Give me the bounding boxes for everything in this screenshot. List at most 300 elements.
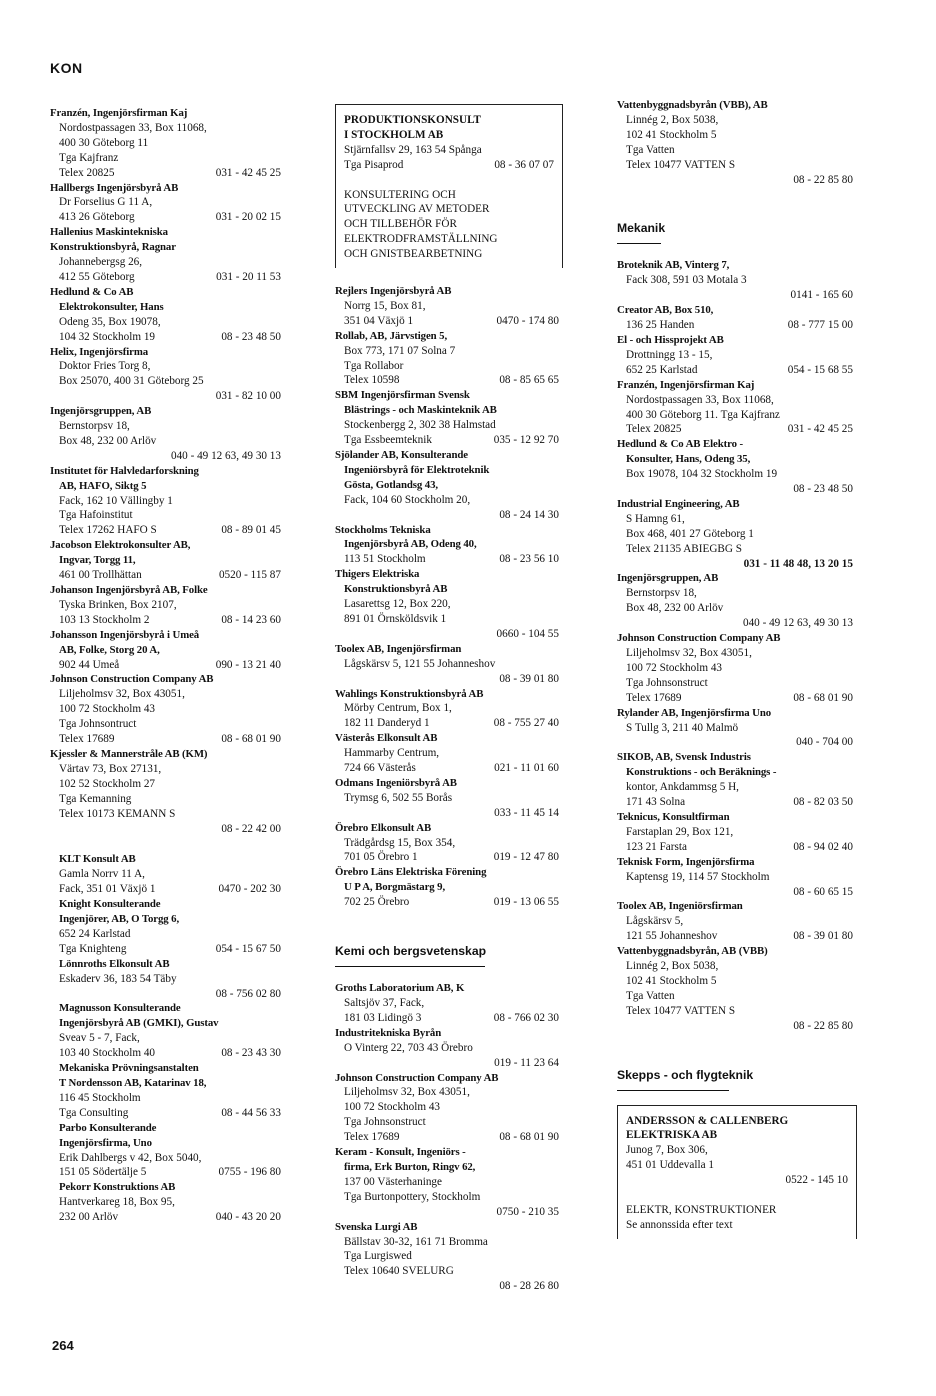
listing-entry — [617, 944, 857, 1033]
listing-phone: 08 - 60 65 15 — [793, 885, 853, 898]
listing-entry — [617, 497, 857, 572]
listing-line: Tyska Brinken, Box 2107, — [59, 598, 177, 611]
listing-city: 701 05 Örebro 1 — [344, 851, 418, 864]
listing-telex: Telex 21135 ABIEGBG S — [626, 542, 742, 555]
listing-line: 137 00 Västerhaninge — [344, 1175, 442, 1188]
listing-phone: 08 - 756 02 80 — [215, 987, 281, 1000]
listing-telex: Telex 17689 — [344, 1131, 400, 1144]
listing-line: 891 01 Örnsköldsvik 1 — [344, 612, 447, 625]
listing-entry — [50, 1180, 285, 1225]
listing-line: S Tullg 3, 211 40 Malmö — [626, 721, 739, 734]
listing-phone: 08 - 24 14 30 — [499, 508, 559, 521]
listing-phone: 08 - 777 15 00 — [787, 319, 853, 332]
listing-phone: 021 - 11 01 60 — [494, 762, 559, 775]
listing-line: Box 773, 171 07 Solna 7 — [344, 344, 456, 357]
listing-name: U P A, Borgmästarg 9, — [344, 881, 446, 894]
listing-line — [50, 568, 285, 583]
listing-entry — [335, 1220, 563, 1295]
listing-entry — [50, 225, 285, 285]
listing-line — [50, 270, 285, 285]
listing-line: Trymsg 6, 502 55 Borås — [344, 791, 453, 804]
listing-phone: 08 - 23 48 50 — [793, 483, 853, 496]
listing-line: Bernstorpsv 18, — [59, 420, 130, 433]
listing-name: Jacobson Elektrokonsulter AB, — [50, 539, 191, 552]
listing-line — [617, 422, 857, 437]
listing-entry — [617, 855, 857, 900]
listing-name: El - och Hissprojekt AB — [617, 333, 724, 346]
listing-line — [50, 523, 285, 538]
listing-entry — [617, 98, 857, 187]
listing-line — [50, 166, 285, 181]
listing-phone: 031 - 42 45 25 — [787, 423, 853, 436]
listing-name: Johnson Construction Company AB — [50, 673, 214, 686]
listing-name: Rollab, AB, Järvstigen 5, — [335, 329, 448, 342]
listing-line: Tga Vatten — [626, 143, 675, 156]
listing-line: Trädgårdsg 15, Box 354, — [344, 836, 456, 849]
listing-name: Industrial Engineering, AB — [617, 497, 740, 510]
listing-phone: 08 - 94 02 40 — [793, 840, 853, 853]
listing-name: Magnusson Konsulterande — [59, 1002, 181, 1015]
section-underline — [335, 966, 485, 967]
listing-phone: 0520 - 115 87 — [218, 569, 281, 582]
listing-line — [335, 1130, 563, 1145]
listing-entry — [617, 437, 857, 497]
listing-city: 113 51 Stockholm — [344, 553, 426, 566]
listing-line: Box 48, 232 00 Arlöv — [59, 434, 157, 447]
listing-line — [50, 330, 285, 345]
listing-name: Västerås Elkonsult AB — [335, 732, 438, 745]
listing-line: Liljeholmsv 32, Box 43051, — [344, 1086, 470, 1099]
listing-phone: 08 - 22 85 80 — [793, 1019, 853, 1032]
listing-line — [50, 1106, 285, 1121]
listing-line: Box 19078, 104 32 Stockholm 19 — [626, 468, 778, 481]
listing-line: Gamla Norrv 11 A, — [59, 868, 145, 881]
listing-line — [335, 1011, 563, 1026]
listing-line: Hantverkareg 18, Box 95, — [59, 1196, 175, 1209]
listing-phone: 031 - 82 10 00 — [215, 390, 281, 403]
listing-line: Nordostpassagen 33, Box 11068, — [59, 121, 207, 134]
listing-name: Creator AB, Box 510, — [617, 304, 714, 317]
ad-service-line: ELEKTRODFRAMSTÄLLNING — [344, 233, 498, 246]
listing-name: Hallenius Maskintekniska — [50, 226, 168, 239]
listing-line: Saltsjöv 37, Fack, — [344, 997, 425, 1010]
listing-line: Fack 308, 591 03 Motala 3 — [626, 274, 747, 287]
listing-name: Örebro Elkonsult AB — [335, 821, 432, 834]
listing-line: Kaptensg 19, 114 57 Stockholm — [626, 870, 770, 883]
section-title: Kemi och bergsvetenskap — [335, 944, 487, 959]
listing-name: Ingenjörsgruppen, AB — [617, 572, 719, 585]
listing-line: Nordostpassagen 33, Box 11068, — [626, 393, 774, 406]
ad-company-name: PRODUKTIONSKONSULT — [344, 114, 481, 126]
listing-tga: Tga Essbeemteknik — [344, 434, 432, 447]
listing-entry — [617, 750, 857, 810]
listing-name: Konstruktionsbyrå, Ragnar — [50, 241, 176, 254]
listing-name: Ingenjörsfirma, Uno — [59, 1136, 152, 1149]
listing-entry — [50, 181, 285, 226]
listing-phone: 08 - 68 01 90 — [793, 691, 853, 704]
listing-phone: 019 - 11 23 64 — [494, 1056, 559, 1069]
listing-line: Tga Johnsonstruct — [344, 1116, 426, 1129]
listing-city: 652 25 Karlstad — [626, 363, 698, 376]
listing-entry — [617, 706, 857, 751]
listing-line: 400 30 Göteborg 11 — [59, 136, 149, 149]
listing-line — [335, 373, 563, 388]
listing-phone: 054 - 15 67 50 — [215, 942, 281, 955]
ad-tga: Tga Pisaprod — [344, 158, 404, 171]
listing-city: 123 21 Farsta — [626, 840, 687, 853]
listing-line — [50, 732, 285, 747]
listing-line: Eskaderv 36, 183 54 Täby — [59, 972, 177, 985]
listing-phone: 0141 - 165 60 — [790, 289, 853, 302]
listing-line: Dr Forselius G 11 A, — [59, 196, 153, 209]
listing-city: 103 13 Stockholm 2 — [59, 613, 150, 626]
listing-phone: 040 - 704 00 — [796, 736, 853, 749]
listing-name: Rejlers Ingenjörsbyrå AB — [335, 285, 452, 298]
listing-line: Doktor Fries Torg 8, — [59, 360, 151, 373]
listing-line — [50, 882, 285, 897]
listing-city: 103 40 Stockholm 40 — [59, 1047, 156, 1060]
listing-line: Tga Johnsontruct — [59, 718, 137, 731]
listing-city: Fack, 351 01 Växjö 1 — [59, 883, 156, 896]
listing-entry — [335, 1071, 563, 1146]
listing-line — [50, 1046, 285, 1061]
listing-line: Tga Hafoinstitut — [59, 509, 133, 522]
listing-line — [50, 210, 285, 225]
listing-line: Drottningg 13 - 15, — [626, 348, 713, 361]
listing-city: 104 32 Stockholm 19 — [59, 330, 156, 343]
listing-telex: Telex 10477 VATTEN S — [626, 158, 736, 171]
listing-line: 400 30 Göteborg 11. Tga Kajfranz — [626, 408, 780, 421]
listing-phone: 0755 - 196 80 — [218, 1166, 281, 1179]
listing-line — [617, 840, 857, 855]
listing-name: Hedlund & Co AB Elektro - — [617, 438, 743, 451]
listing-line: Johannebergsg 26, — [59, 256, 143, 269]
listing-name: Pekorr Konstruktions AB — [59, 1181, 176, 1194]
listing-entry — [50, 1061, 285, 1121]
listing-phone: 08 - 68 01 90 — [221, 733, 281, 746]
listing-name: Johnson Construction Company AB — [335, 1071, 499, 1084]
section-heading-mekanik — [617, 221, 857, 244]
listing-phone: 040 - 49 12 63, 49 30 13 — [170, 449, 281, 462]
listing-entry — [50, 404, 285, 464]
ad-service-line: KONSULTERING OCH — [344, 188, 456, 201]
listing-city: 413 26 Göteborg — [59, 211, 135, 224]
listing-telex: Telex 10477 VATTEN S — [626, 1004, 736, 1017]
listing-line: Lågskärsv 5, 121 55 Johanneshov — [344, 657, 496, 670]
listing-entry — [335, 448, 563, 523]
ad-service-line: ELEKTR, KONSTRUKTIONER — [626, 1203, 777, 1216]
listing-name: Institutet för Halvledarforskning — [50, 464, 199, 477]
listing-phone: 031 - 20 11 53 — [216, 270, 281, 283]
listing-line: 100 72 Stockholm 43 — [626, 661, 723, 674]
listing-line: 102 52 Stockholm 27 — [59, 777, 156, 790]
listing-line: Farstaplan 29, Box 121, — [626, 825, 734, 838]
listing-line — [335, 895, 563, 910]
listing-phone: 08 - 85 65 65 — [499, 374, 559, 387]
listing-line — [335, 761, 563, 776]
listing-phone: 0660 - 104 55 — [496, 627, 559, 640]
listing-line: Lasarettsg 12, Box 220, — [344, 598, 451, 611]
listing-phone: 035 - 12 92 70 — [493, 434, 559, 447]
section-underline — [617, 243, 661, 244]
listing-line — [617, 929, 857, 944]
listing-name: Ingenjörsgruppen, AB — [50, 405, 152, 418]
listing-line: Liljeholmsv 32, Box 43051, — [59, 688, 185, 701]
listing-name: Toolex AB, Ingeniörsfirman — [617, 900, 743, 913]
listing-phone: 054 - 15 68 55 — [787, 363, 853, 376]
listing-phone: 031 - 42 45 25 — [215, 166, 281, 179]
listing-name: Keram - Konsult, Ingeniörs - — [335, 1146, 466, 1159]
listing-line — [50, 1210, 285, 1225]
listing-name: Konsulter, Hans, Odeng 35, — [626, 453, 751, 466]
listing-city: 136 25 Handen — [626, 319, 695, 332]
listing-line: Tga Kajfranz — [59, 151, 119, 164]
section-underline — [617, 1090, 729, 1091]
directory-column-3 — [617, 98, 857, 1239]
listing-entry — [335, 1145, 563, 1220]
listing-line: S Hamng 61, — [626, 512, 685, 525]
listing-entry — [50, 106, 285, 181]
listing-entry — [335, 687, 563, 732]
listing-phone: 08 - 89 01 45 — [221, 524, 281, 537]
listing-entry — [335, 284, 563, 329]
listing-line: Liljeholmsv 32, Box 43051, — [626, 647, 752, 659]
listing-line: 100 72 Stockholm 43 — [59, 703, 156, 716]
listing-name: Wahlings Konstruktionsbyrå AB — [335, 687, 484, 700]
listing-name: Groths Laboratorium AB, K — [335, 982, 465, 995]
listing-line: Tga Vatten — [626, 989, 675, 1002]
listing-name: Johansson Ingenjörsbyrå i Umeå — [50, 628, 200, 641]
listing-line: Linnég 2, Box 5038, — [626, 113, 719, 126]
listing-entry — [50, 583, 285, 628]
listing-name: Industritekniska Byrån — [335, 1026, 442, 1039]
listing-entry — [335, 1026, 563, 1071]
listing-line: kontor, Ankdammsg 5 H, — [626, 781, 739, 794]
listing-name: Sjölander AB, Konsulterande — [335, 449, 468, 462]
listing-name: SIKOB, AB, Svensk Industris — [617, 751, 751, 764]
listing-city: 181 03 Lidingö 3 — [344, 1011, 422, 1024]
ad-service-line: UTVECKLING AV METODER — [344, 203, 490, 216]
listing-entry — [50, 1121, 285, 1181]
listing-entry — [617, 333, 857, 378]
advertisement-box-andersson-callenberg — [617, 1105, 857, 1239]
listing-entry — [50, 628, 285, 673]
listing-name: T Nordensson AB, Katarinav 18, — [59, 1077, 207, 1089]
advertisement-box-produktionskonsult — [335, 104, 563, 268]
listing-line: Sveav 5 - 7, Fack, — [59, 1032, 140, 1045]
listing-name: Odmans Ingeniörsbyrå AB — [335, 776, 457, 789]
listing-name: Ingenjörsbyrå AB (GMKI), Gustav — [59, 1017, 219, 1030]
listing-phone: 08 - 44 56 33 — [221, 1106, 281, 1119]
listing-line: 116 45 Stockholm — [59, 1091, 141, 1104]
section-heading-skepps — [617, 1068, 857, 1091]
listing-line: Tga Rollabor — [344, 359, 404, 372]
ad-address: 451 01 Uddevalla 1 — [626, 1159, 714, 1172]
listing-city: 151 05 Södertälje 5 — [59, 1166, 147, 1179]
page-header-code: KON — [50, 60, 83, 76]
listing-name: Kjessler & Mannerstråle AB (KM) — [50, 747, 208, 760]
listing-line — [335, 850, 563, 865]
listing-line: Box 468, 401 27 Göteborg 1 — [626, 527, 754, 540]
listing-line: Linnég 2, Box 5038, — [626, 960, 719, 973]
listing-telex: Telex 20825 — [59, 166, 115, 179]
listing-line: Hammarby Centrum, — [344, 747, 440, 760]
listing-entry — [50, 672, 285, 747]
ad-company-name: ANDERSSON & CALLENBERG — [626, 1114, 789, 1127]
listing-line — [617, 363, 857, 378]
listing-line: Lågskärsv 5, — [626, 915, 684, 928]
listing-city: 412 55 Göteborg — [59, 270, 135, 283]
listing-name: Blästrings - och Maskinteknik AB — [344, 404, 497, 417]
listing-name: Ingvar, Torgg 11, — [59, 554, 136, 567]
listing-name: firma, Erk Burton, Ringv 62, — [344, 1160, 476, 1173]
listing-name: Teknisk Form, Ingenjörsfirma — [617, 855, 755, 868]
listing-telex: Telex 17262 HAFO S — [59, 524, 157, 537]
listing-name: Elektrokonsulter, Hans — [59, 300, 164, 313]
listing-name: Hallbergs Ingenjörsbyrå AB — [50, 181, 179, 194]
listing-telex: Telex 10640 SVELURG — [344, 1265, 454, 1278]
listing-entry — [617, 258, 857, 303]
listing-name: SBM Ingenjörsfirman Svensk — [335, 389, 470, 402]
ad-company-name: ELEKTRISKA AB — [626, 1129, 718, 1142]
listing-city: 724 66 Västerås — [344, 762, 416, 775]
listing-name: Rylander AB, Ingenjörsfirma Uno — [617, 706, 772, 719]
listing-entry — [335, 776, 563, 821]
listing-line: Stockenbergg 2, 302 38 Halmstad — [344, 419, 496, 432]
listing-phone: 090 - 13 21 40 — [215, 658, 281, 671]
listing-line — [50, 613, 285, 628]
listing-phone: 0470 - 202 30 — [218, 883, 281, 896]
ad-contact-line — [344, 158, 554, 173]
listing-line — [617, 318, 857, 333]
listing-phone: 08 - 28 26 80 — [499, 1280, 559, 1293]
listing-phone: 08 - 23 43 30 — [221, 1047, 281, 1060]
listing-name: Svenska Lurgi AB — [335, 1220, 418, 1233]
listing-entry — [50, 897, 285, 957]
listing-line — [335, 314, 563, 329]
listing-name: Toolex AB, Ingenjörsfirman — [335, 642, 462, 655]
listing-line — [50, 1165, 285, 1180]
listing-line — [50, 658, 285, 673]
listing-phone: 033 - 11 45 14 — [494, 806, 559, 819]
listing-line: Erik Dahlbergs v 42, Box 5040, — [59, 1151, 202, 1164]
listing-telex: Telex 20825 — [626, 423, 682, 436]
listing-city: 702 25 Örebro — [344, 896, 410, 909]
listing-entry — [617, 899, 857, 944]
listing-entry — [335, 731, 563, 776]
listing-phone: 08 - 39 01 80 — [499, 672, 559, 685]
listing-name: Johnson Construction Company AB — [617, 632, 781, 645]
listing-line: 652 24 Karlstad — [59, 927, 131, 940]
listing-entry — [50, 747, 285, 836]
listing-entry — [335, 523, 563, 568]
listing-entry — [50, 538, 285, 583]
listing-line: Tga Lurgiswed — [344, 1250, 412, 1263]
listing-line: Box 48, 232 00 Arlöv — [626, 602, 724, 615]
listing-name: Helix, Ingenjörsfirma — [50, 345, 149, 358]
listing-line: 102 41 Stockholm 5 — [626, 974, 717, 987]
listing-name: Konstruktionsbyrå AB — [344, 583, 448, 596]
listing-name: AB, Folke, Storg 20 A, — [59, 643, 160, 656]
listing-tga: Tga Consulting — [59, 1106, 129, 1119]
listing-entry — [50, 285, 285, 345]
listing-name: AB, HAFO, Siktg 5 — [59, 479, 147, 492]
listing-phone: 031 - 11 48 48, 13 20 15 — [743, 557, 853, 570]
listing-entry — [335, 865, 563, 910]
listing-line: Tga Burtonpottery, Stockholm — [344, 1190, 481, 1203]
listing-line: Tga Kemanning — [59, 792, 132, 805]
listing-city: 171 43 Solna — [626, 796, 686, 809]
listing-entry — [335, 642, 563, 687]
ad-address: Stjärnfallsv 29, 163 54 Spånga — [344, 143, 482, 156]
section-heading-kemi — [335, 944, 563, 967]
listing-line: Värtav 73, Box 27131, — [59, 762, 162, 775]
listing-name: Mekaniska Prövningsanstalten — [59, 1062, 199, 1075]
listing-phone: 08 - 766 02 30 — [493, 1011, 559, 1024]
listing-city: 182 11 Danderyd 1 — [344, 717, 430, 730]
listing-name: Thigers Elektriska — [335, 568, 420, 581]
listing-city: 232 00 Arlöv — [59, 1211, 119, 1224]
listing-line: Bällstav 30-32, 161 71 Bromma — [344, 1235, 488, 1248]
listing-name: Franzén, Ingenjörsfirman Kaj — [617, 378, 755, 391]
listing-phone: 0750 - 210 35 — [496, 1205, 559, 1218]
listing-phone: 08 - 23 56 10 — [499, 553, 559, 566]
listing-line: O Vinterg 22, 703 43 Örebro — [344, 1041, 473, 1054]
listing-name: Örebro Läns Elektriska Förening — [335, 866, 487, 879]
listing-entry — [335, 821, 563, 866]
listing-name: Teknicus, Konsultfirman — [617, 810, 730, 823]
listing-entry — [617, 571, 857, 631]
listing-line: Norrg 15, Box 81, — [344, 299, 426, 312]
listing-phone: 08 - 22 42 00 — [221, 822, 281, 835]
listing-entry — [617, 810, 857, 855]
directory-column-2 — [335, 104, 563, 1294]
listing-name: Lönnroths Elkonsult AB — [59, 957, 170, 970]
listing-entry — [50, 1001, 285, 1061]
ad-service-line: OCH TILLBEHÖR FÖR — [344, 218, 457, 231]
listing-tga: Tga Knighteng — [59, 942, 127, 955]
listing-name: Ingenjörsbyrå AB, Odeng 40, — [344, 538, 477, 551]
listing-phone: 08 - 39 01 80 — [793, 930, 853, 943]
listing-city: 461 00 Trollhättan — [59, 569, 142, 582]
listing-phone: 019 - 12 47 80 — [493, 851, 559, 864]
listing-name: Franzén, Ingenjörsfirman Kaj — [50, 107, 188, 119]
listing-line — [335, 716, 563, 731]
listing-line — [617, 795, 857, 810]
ad-service-line: OCH GNISTBEARBETNING — [344, 248, 483, 261]
listing-name: Stockholms Tekniska — [335, 523, 431, 536]
listing-telex: Telex 17689 — [59, 733, 115, 746]
listing-name: Konstruktions - och Beräknings - — [626, 766, 777, 779]
listing-line: 102 41 Stockholm 5 — [626, 128, 717, 141]
listing-phone: 08 - 68 01 90 — [499, 1131, 559, 1144]
listing-entry — [335, 567, 563, 642]
listing-line — [335, 552, 563, 567]
listing-entry — [335, 981, 563, 1026]
listing-phone: 0470 - 174 80 — [496, 314, 559, 327]
listing-name: Ingenjörer, AB, O Torgg 6, — [59, 913, 180, 926]
listing-line — [335, 433, 563, 448]
listing-line: Odeng 35, Box 19078, — [59, 315, 161, 328]
listing-entry — [617, 303, 857, 333]
listing-line — [617, 691, 857, 706]
listing-entry — [50, 852, 285, 897]
listing-name: Vattenbyggnadsbyrån (VBB), AB — [617, 99, 768, 111]
listing-line — [50, 942, 285, 957]
listing-line: Box 25070, 400 31 Göteborg 25 — [59, 375, 204, 388]
listing-line: Bernstorpsv 18, — [626, 587, 697, 600]
listing-name: Knight Konsulterande — [59, 898, 161, 911]
